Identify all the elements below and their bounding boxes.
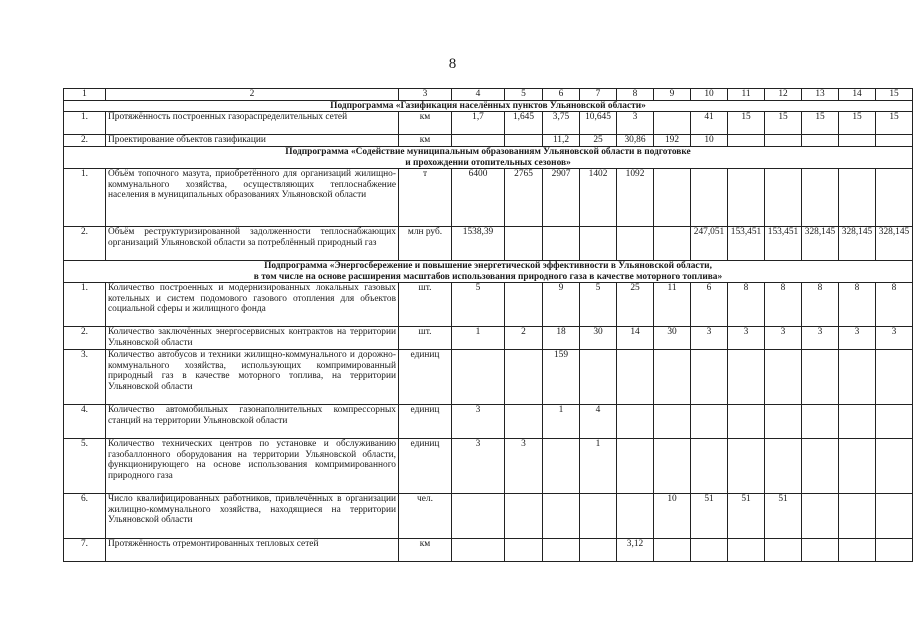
value-cell xyxy=(452,494,505,539)
value-cell xyxy=(765,439,802,494)
value-cell: 6 xyxy=(691,283,728,327)
value-cell xyxy=(728,135,765,147)
value-cell xyxy=(452,539,505,562)
value-cell: 15 xyxy=(728,112,765,135)
table-row xyxy=(64,350,913,405)
value-cell xyxy=(543,494,580,539)
unit: т xyxy=(399,169,452,227)
value-cell xyxy=(617,494,654,539)
indicator-description: Протяжённость отремонтированных тепловых сетей xyxy=(106,539,399,562)
value-cell: 8 xyxy=(728,283,765,327)
column-number: 7 xyxy=(580,89,617,101)
value-cell: 10,645 xyxy=(580,112,617,135)
value-cell xyxy=(876,405,913,439)
column-number: 11 xyxy=(728,89,765,101)
value-cell xyxy=(543,227,580,261)
value-cell: 3 xyxy=(452,439,505,494)
row-number: 6. xyxy=(64,494,106,539)
value-cell xyxy=(691,169,728,227)
value-cell: 1402 xyxy=(580,169,617,227)
value-cell xyxy=(617,227,654,261)
value-cell xyxy=(765,169,802,227)
value-cell xyxy=(617,350,654,405)
value-cell xyxy=(691,539,728,562)
value-cell: 5 xyxy=(452,283,505,327)
value-cell: 5 xyxy=(580,283,617,327)
value-cell: 15 xyxy=(876,112,913,135)
indicator-description: Число квалифицированных работников, привлечённых в организации жилищно-коммунального хозяйства, находящиеся на территории Ульяновской области xyxy=(106,494,399,539)
value-cell: 1,7 xyxy=(452,112,505,135)
value-cell xyxy=(505,350,543,405)
value-cell: 1 xyxy=(580,439,617,494)
value-cell: 1,645 xyxy=(505,112,543,135)
table-row xyxy=(64,405,913,439)
row-number: 1. xyxy=(64,112,106,135)
value-cell: 15 xyxy=(839,112,876,135)
value-cell: 3 xyxy=(728,327,765,350)
table-row xyxy=(64,327,913,350)
value-cell: 10 xyxy=(654,494,691,539)
column-number: 9 xyxy=(654,89,691,101)
value-cell xyxy=(654,350,691,405)
value-cell: 15 xyxy=(765,112,802,135)
value-cell: 30 xyxy=(654,327,691,350)
row-number: 2. xyxy=(64,135,106,147)
value-cell xyxy=(580,539,617,562)
section-title: Подпрограмма «Энергосбережение и повышение энергетической эффективности в Ульяновской области, в том числе на основе расширения масштабов использования природного газа в качестве моторного топлива» xyxy=(64,261,913,283)
value-cell: 3,75 xyxy=(543,112,580,135)
value-cell xyxy=(802,494,839,539)
value-cell xyxy=(580,227,617,261)
value-cell xyxy=(876,494,913,539)
unit: единиц xyxy=(399,405,452,439)
value-cell xyxy=(802,439,839,494)
value-cell xyxy=(654,169,691,227)
value-cell xyxy=(728,350,765,405)
column-number: 8 xyxy=(617,89,654,101)
table-row xyxy=(64,227,913,261)
value-cell: 51 xyxy=(728,494,765,539)
row-number: 5. xyxy=(64,439,106,494)
value-cell xyxy=(839,350,876,405)
value-cell xyxy=(452,350,505,405)
column-number: 14 xyxy=(839,89,876,101)
value-cell xyxy=(876,539,913,562)
column-number: 15 xyxy=(876,89,913,101)
column-number: 4 xyxy=(452,89,505,101)
value-cell xyxy=(728,539,765,562)
table-row xyxy=(64,439,913,494)
table-row xyxy=(64,283,913,327)
value-cell xyxy=(802,169,839,227)
table-row xyxy=(64,112,913,135)
value-cell xyxy=(617,439,654,494)
value-cell xyxy=(654,227,691,261)
value-cell xyxy=(580,494,617,539)
column-number: 10 xyxy=(691,89,728,101)
value-cell: 3 xyxy=(876,327,913,350)
value-cell: 11 xyxy=(654,283,691,327)
value-cell: 8 xyxy=(839,283,876,327)
value-cell xyxy=(839,539,876,562)
value-cell xyxy=(839,405,876,439)
value-cell xyxy=(505,283,543,327)
row-number: 1. xyxy=(64,169,106,227)
value-cell xyxy=(654,112,691,135)
value-cell xyxy=(654,405,691,439)
value-cell: 328,145 xyxy=(802,227,839,261)
value-cell xyxy=(505,494,543,539)
value-cell xyxy=(728,405,765,439)
column-number: 12 xyxy=(765,89,802,101)
value-cell xyxy=(802,350,839,405)
value-cell: 15 xyxy=(802,112,839,135)
unit: шт. xyxy=(399,327,452,350)
value-cell xyxy=(765,350,802,405)
value-cell: 153,451 xyxy=(728,227,765,261)
value-cell xyxy=(452,135,505,147)
indicator-description: Проектирование объектов газификации xyxy=(106,135,399,147)
value-cell: 3 xyxy=(765,327,802,350)
value-cell xyxy=(802,539,839,562)
value-cell: 3,12 xyxy=(617,539,654,562)
row-number: 1. xyxy=(64,283,106,327)
value-cell: 51 xyxy=(691,494,728,539)
value-cell: 18 xyxy=(543,327,580,350)
value-cell: 25 xyxy=(580,135,617,147)
value-cell xyxy=(543,439,580,494)
value-cell xyxy=(654,439,691,494)
section-header xyxy=(64,147,913,169)
value-cell: 3 xyxy=(839,327,876,350)
value-cell: 3 xyxy=(505,439,543,494)
value-cell: 8 xyxy=(876,283,913,327)
value-cell: 14 xyxy=(617,327,654,350)
indicator-description: Протяжённость построенных газораспределительных сетей xyxy=(106,112,399,135)
value-cell xyxy=(839,169,876,227)
value-cell xyxy=(505,135,543,147)
value-cell: 25 xyxy=(617,283,654,327)
unit: шт. xyxy=(399,283,452,327)
value-cell: 6400 xyxy=(452,169,505,227)
indicator-description: Количество построенных и модернизированных локальных газовых котельных и систем подомового газового отопления для объектов социальной сферы и жилищного фонда xyxy=(106,283,399,327)
column-number: 5 xyxy=(505,89,543,101)
value-cell: 8 xyxy=(802,283,839,327)
value-cell: 30 xyxy=(580,327,617,350)
value-cell: 2907 xyxy=(543,169,580,227)
section-header xyxy=(64,261,913,283)
value-cell: 51 xyxy=(765,494,802,539)
value-cell: 1 xyxy=(543,405,580,439)
unit: км xyxy=(399,539,452,562)
value-cell: 192 xyxy=(654,135,691,147)
section-title: Подпрограмма «Содействие муниципальным образованиям Ульяновской области в подготовке и прохождении отопительных сезонов» xyxy=(64,147,913,169)
row-number: 7. xyxy=(64,539,106,562)
row-number: 2. xyxy=(64,327,106,350)
value-cell xyxy=(802,135,839,147)
column-number: 1 xyxy=(64,89,106,101)
value-cell: 8 xyxy=(765,283,802,327)
unit: чел. xyxy=(399,494,452,539)
row-number: 2. xyxy=(64,227,106,261)
unit: км xyxy=(399,112,452,135)
value-cell: 1092 xyxy=(617,169,654,227)
value-cell: 328,145 xyxy=(839,227,876,261)
value-cell: 41 xyxy=(691,112,728,135)
value-cell: 1538,39 xyxy=(452,227,505,261)
row-number: 4. xyxy=(64,405,106,439)
indicator-description: Количество заключённых энергосервисных контрактов на территории Ульяновской области xyxy=(106,327,399,350)
value-cell: 11,2 xyxy=(543,135,580,147)
value-cell xyxy=(654,539,691,562)
value-cell xyxy=(691,350,728,405)
indicator-description: Количество технических центров по установке и обслуживанию газобаллонного оборудования на территории Ульяновской области, функционирующего на основе использования компримированного природного газа xyxy=(106,439,399,494)
value-cell: 1 xyxy=(452,327,505,350)
header-row xyxy=(64,89,913,101)
section-header xyxy=(64,100,913,112)
unit: единиц xyxy=(399,439,452,494)
value-cell xyxy=(505,405,543,439)
table-row xyxy=(64,169,913,227)
unit: км xyxy=(399,135,452,147)
row-number: 3. xyxy=(64,350,106,405)
value-cell xyxy=(765,135,802,147)
indicators-table xyxy=(63,88,913,562)
unit: млн руб. xyxy=(399,227,452,261)
value-cell: 3 xyxy=(802,327,839,350)
value-cell: 3 xyxy=(691,327,728,350)
page-number: 8 xyxy=(448,56,457,72)
column-number: 13 xyxy=(802,89,839,101)
table-row xyxy=(64,135,913,147)
value-cell: 153,451 xyxy=(765,227,802,261)
value-cell xyxy=(876,169,913,227)
value-cell: 10 xyxy=(691,135,728,147)
indicator-description: Объём реструктуризированной задолженности теплоснабжающих организаций Ульяновской области за потреблённый природный газ xyxy=(106,227,399,261)
value-cell xyxy=(876,135,913,147)
column-number: 6 xyxy=(543,89,580,101)
value-cell: 9 xyxy=(543,283,580,327)
unit: единиц xyxy=(399,350,452,405)
value-cell xyxy=(505,539,543,562)
value-cell: 4 xyxy=(580,405,617,439)
indicator-description: Количество автобусов и техники жилищно-коммунального и дорожно-коммунального хозяйства, использующих компримированный природный газ в качестве моторного топлива, на территории Ульяновской области xyxy=(106,350,399,405)
value-cell xyxy=(728,169,765,227)
value-cell xyxy=(876,350,913,405)
value-cell: 2765 xyxy=(505,169,543,227)
value-cell xyxy=(691,405,728,439)
value-cell: 159 xyxy=(543,350,580,405)
value-cell xyxy=(839,439,876,494)
value-cell xyxy=(765,539,802,562)
value-cell xyxy=(505,227,543,261)
value-cell xyxy=(543,539,580,562)
value-cell: 3 xyxy=(617,112,654,135)
value-cell xyxy=(876,439,913,494)
value-cell: 247,051 xyxy=(691,227,728,261)
value-cell xyxy=(765,405,802,439)
indicator-description: Количество автомобильных газонаполнительных компрессорных станций на территории Ульяновской области xyxy=(106,405,399,439)
value-cell xyxy=(839,135,876,147)
section-title: Подпрограмма «Газификация населённых пунктов Ульяновской области» xyxy=(64,100,913,112)
table-row xyxy=(64,494,913,539)
value-cell xyxy=(802,405,839,439)
table-row xyxy=(64,539,913,562)
column-number: 2 xyxy=(106,89,399,101)
value-cell xyxy=(839,494,876,539)
value-cell xyxy=(691,439,728,494)
value-cell xyxy=(617,405,654,439)
value-cell: 3 xyxy=(452,405,505,439)
column-number: 3 xyxy=(399,89,452,101)
value-cell xyxy=(728,439,765,494)
value-cell: 2 xyxy=(505,327,543,350)
value-cell: 328,145 xyxy=(876,227,913,261)
value-cell: 30,86 xyxy=(617,135,654,147)
indicator-description: Объём топочного мазута, приобретённого для организаций жилищно-коммунального хозяйства, осуществляющих теплоснабжение населения в муниципальных образованиях Ульяновской области xyxy=(106,169,399,227)
value-cell xyxy=(580,350,617,405)
